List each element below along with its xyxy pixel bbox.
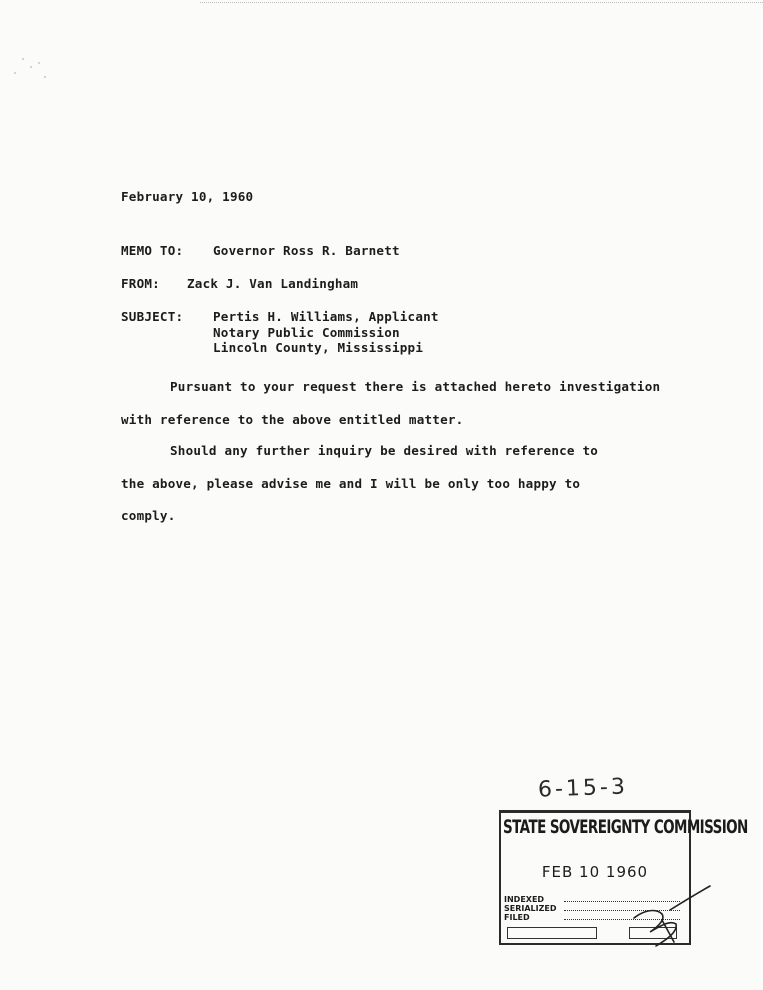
memo-date: February 10, 1960: [121, 189, 254, 204]
stamp-field-label: SERIALIZED: [504, 904, 557, 913]
subject-line: Lincoln County, Mississippi: [213, 340, 424, 355]
subject-line: Notary Public Commission: [213, 324, 400, 340]
memo-paragraph-2: [121, 435, 741, 533]
memo-from-row: [121, 276, 358, 291]
memo-to-value: Governor Ross R. Barnett: [213, 243, 400, 258]
speckle: [22, 58, 24, 60]
stamp-date: FEB 10 1960: [541, 863, 649, 881]
stamp-field-label: INDEXED: [504, 895, 545, 904]
memo-subject-row: [121, 309, 621, 359]
paragraph-line: with reference to the above entitled matter.: [121, 411, 464, 427]
speckle: [38, 62, 40, 64]
memo-from-label: FROM:: [121, 276, 160, 291]
memo-to-row: [121, 243, 400, 258]
stamp-field-label: FILED: [504, 913, 530, 922]
paragraph-line: Pursuant to your request there is attached hereto investigation: [170, 379, 661, 394]
stamp-box: [507, 927, 597, 939]
memo-to-label: MEMO TO:: [121, 243, 184, 258]
speckle: [30, 66, 32, 68]
stamp-title: STATE SOVEREIGNTY COMMISSION: [503, 817, 748, 839]
handwritten-file-number: 6-15-3: [537, 774, 629, 803]
paragraph-line: comply.: [121, 508, 176, 523]
memo-from-value: Zack J. Van Landingham: [187, 276, 359, 291]
memo-subject-label: SUBJECT:: [121, 309, 184, 324]
memo-paragraph-1: [121, 371, 741, 436]
signature-scribble: [626, 880, 716, 950]
subject-line: Pertis H. Williams, Applicant: [213, 309, 439, 324]
top-dotted-edge: [200, 2, 763, 3]
speckle: [14, 72, 16, 74]
paragraph-line: Should any further inquiry be desired with reference to: [170, 443, 599, 458]
speckle: [44, 76, 46, 78]
paragraph-line: the above, please advise me and I will be only too happy to: [121, 475, 581, 491]
memo-subject-lines: [213, 309, 439, 356]
